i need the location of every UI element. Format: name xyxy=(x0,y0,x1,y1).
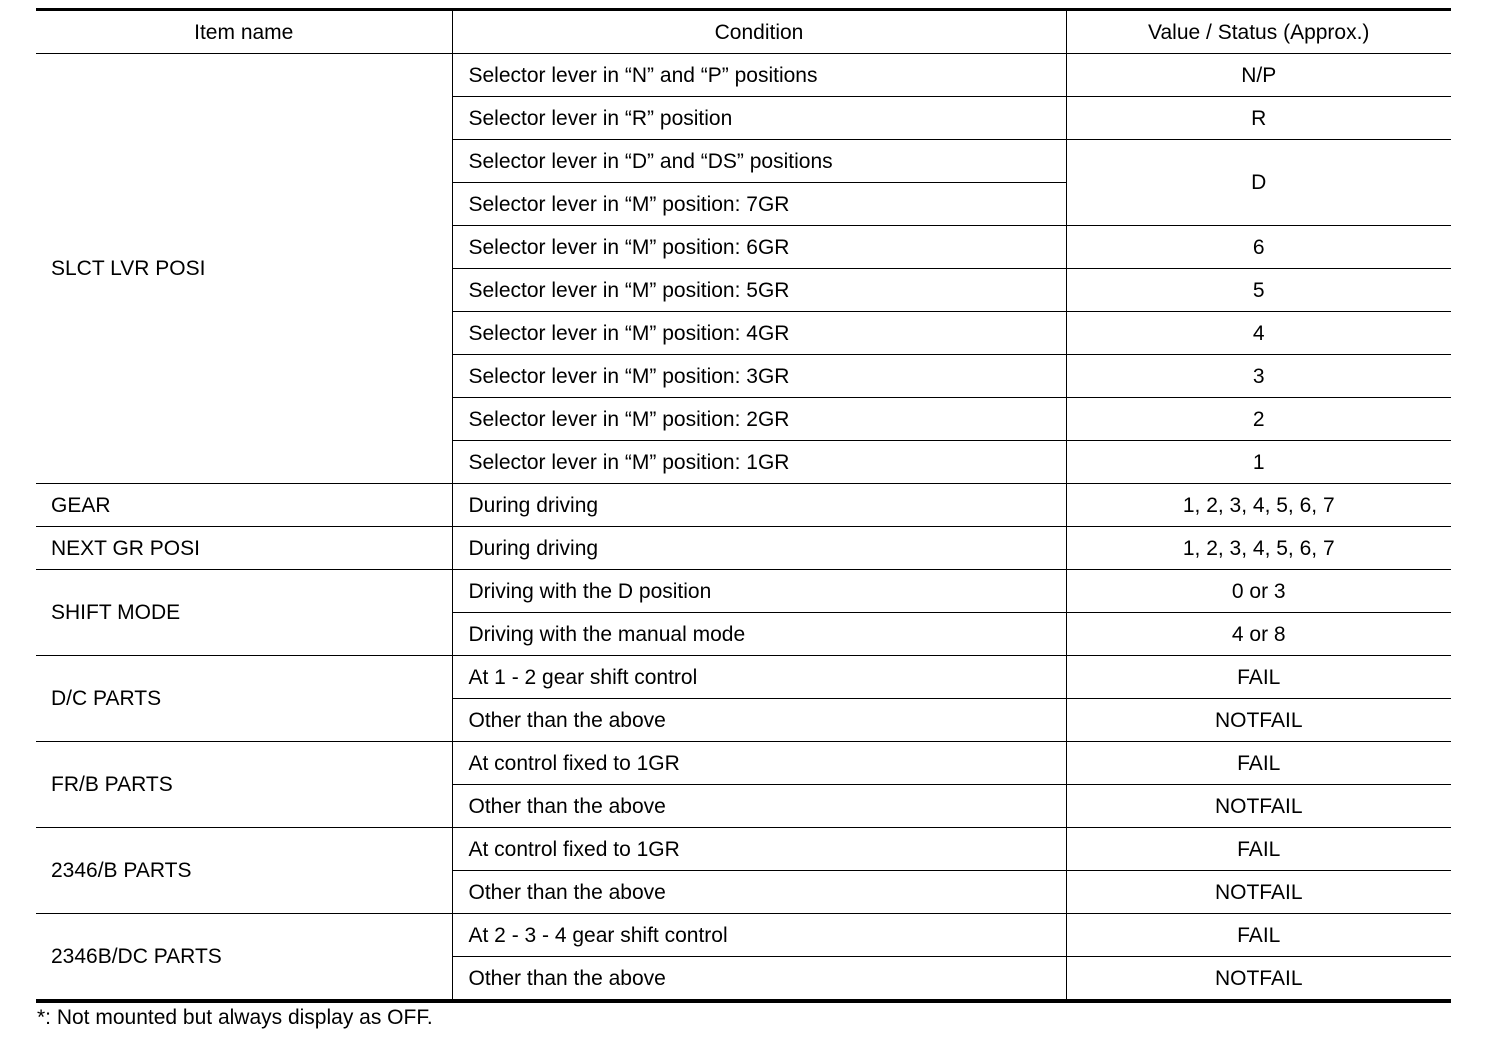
item-name-cell: NEXT GR POSI xyxy=(36,527,452,570)
footnote: *: Not mounted but always display as OFF. xyxy=(37,1006,433,1029)
value-status-cell: 3 xyxy=(1066,355,1451,398)
condition-cell: At control fixed to 1GR xyxy=(452,742,1066,785)
condition-cell: Selector lever in “M” position: 6GR xyxy=(452,226,1066,269)
header-value-status: Value / Status (Approx.) xyxy=(1066,10,1451,54)
table-body xyxy=(36,54,1451,1002)
table-row xyxy=(36,656,1451,699)
condition-cell: Selector lever in “M” position: 2GR xyxy=(452,398,1066,441)
item-name-cell: GEAR xyxy=(36,484,452,527)
condition-cell: At 2 - 3 - 4 gear shift control xyxy=(452,914,1066,957)
value-status-cell: 2 xyxy=(1066,398,1451,441)
table-row xyxy=(36,484,1451,527)
table-row xyxy=(36,828,1451,871)
value-status-cell: NOTFAIL xyxy=(1066,957,1451,1002)
value-status-cell: FAIL xyxy=(1066,742,1451,785)
item-name-cell: D/C PARTS xyxy=(36,656,452,742)
item-name-cell: 2346/B PARTS xyxy=(36,828,452,914)
condition-cell: Selector lever in “N” and “P” positions xyxy=(452,54,1066,97)
condition-cell: Selector lever in “R” position xyxy=(452,97,1066,140)
header-item-name: Item name xyxy=(36,10,452,54)
condition-cell: Other than the above xyxy=(452,957,1066,1002)
value-status-cell: 5 xyxy=(1066,269,1451,312)
value-status-cell: 1, 2, 3, 4, 5, 6, 7 xyxy=(1066,527,1451,570)
header-row xyxy=(36,10,1451,54)
table-row xyxy=(36,570,1451,613)
condition-cell: Driving with the manual mode xyxy=(452,613,1066,656)
item-name-cell: SLCT LVR POSI xyxy=(36,54,452,484)
condition-cell: Other than the above xyxy=(452,785,1066,828)
condition-cell: During driving xyxy=(452,527,1066,570)
item-name-cell: FR/B PARTS xyxy=(36,742,452,828)
value-status-cell: 4 xyxy=(1066,312,1451,355)
item-name-cell: SHIFT MODE xyxy=(36,570,452,656)
value-status-cell: N/P xyxy=(1066,54,1451,97)
spec-table xyxy=(36,8,1451,1003)
value-status-cell: FAIL xyxy=(1066,656,1451,699)
condition-cell: At control fixed to 1GR xyxy=(452,828,1066,871)
value-status-cell: NOTFAIL xyxy=(1066,699,1451,742)
value-status-cell: FAIL xyxy=(1066,828,1451,871)
value-status-cell: FAIL xyxy=(1066,914,1451,957)
condition-cell: Driving with the D position xyxy=(452,570,1066,613)
table-row xyxy=(36,742,1451,785)
value-status-cell: NOTFAIL xyxy=(1066,871,1451,914)
value-status-cell: 0 or 3 xyxy=(1066,570,1451,613)
condition-cell: During driving xyxy=(452,484,1066,527)
table-row xyxy=(36,914,1451,957)
condition-cell: At 1 - 2 gear shift control xyxy=(452,656,1066,699)
condition-cell: Selector lever in “M” position: 7GR xyxy=(452,183,1066,226)
value-status-cell: NOTFAIL xyxy=(1066,785,1451,828)
value-status-cell: D xyxy=(1066,140,1451,226)
value-status-cell: 6 xyxy=(1066,226,1451,269)
condition-cell: Other than the above xyxy=(452,871,1066,914)
condition-cell: Selector lever in “M” position: 4GR xyxy=(452,312,1066,355)
value-status-cell: 1, 2, 3, 4, 5, 6, 7 xyxy=(1066,484,1451,527)
condition-cell: Selector lever in “D” and “DS” positions xyxy=(452,140,1066,183)
condition-cell: Selector lever in “M” position: 1GR xyxy=(452,441,1066,484)
value-status-cell: 1 xyxy=(1066,441,1451,484)
condition-cell: Other than the above xyxy=(452,699,1066,742)
item-name-cell: 2346B/DC PARTS xyxy=(36,914,452,1002)
header-condition: Condition xyxy=(452,10,1066,54)
condition-cell: Selector lever in “M” position: 3GR xyxy=(452,355,1066,398)
table-row xyxy=(36,54,1451,97)
table-row xyxy=(36,527,1451,570)
value-status-cell: 4 or 8 xyxy=(1066,613,1451,656)
value-status-cell: R xyxy=(1066,97,1451,140)
condition-cell: Selector lever in “M” position: 5GR xyxy=(452,269,1066,312)
